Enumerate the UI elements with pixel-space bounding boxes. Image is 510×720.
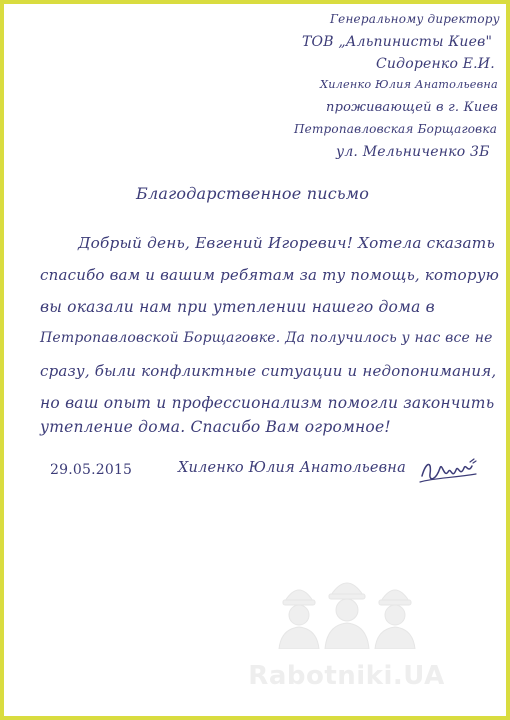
addressee-line-6: Петропавловская Борщаговка xyxy=(294,122,498,136)
body-line-4: Петропавловской Борщаговке. Да получилось у нас все не xyxy=(40,330,493,346)
addressee-line-1: Генеральному директору xyxy=(330,12,500,26)
watermark xyxy=(219,569,474,699)
handwritten-signature xyxy=(418,454,480,490)
signer-name: Хиленко Юлия Анатольевна xyxy=(178,460,406,476)
body-line-1: Добрый день, Евгений Игоревич! Хотела сказать xyxy=(78,234,495,252)
body-line-2: спасибо вам и вашим ребятам за ту помощь, которую xyxy=(40,266,500,284)
body-line-3: вы оказали нам при утеплении нашего дома в xyxy=(40,298,435,316)
letter-title: Благодарственное письмо xyxy=(136,184,370,203)
body-line-7: утепление дома. Спасибо Вам огромное! xyxy=(40,418,391,436)
workers-hard-hats-icon xyxy=(267,571,427,649)
addressee-line-4: Хиленко Юлия Анатольевна xyxy=(320,78,498,91)
addressee-line-7: ул. Мельниченко 3Б xyxy=(336,144,490,160)
addressee-line-2: ТОВ „Альпинисты Киев" xyxy=(302,34,493,50)
letter-date: 29.05.2015 xyxy=(50,462,133,478)
body-line-6: но ваш опыт и профессионализм помогли закончить xyxy=(40,394,495,412)
addressee-line-5: проживающей в г. Киев xyxy=(326,100,499,115)
addressee-line-3: Сидоренко Е.И. xyxy=(376,56,495,72)
body-line-5: сразу, были конфликтные ситуации и недопонимания, xyxy=(40,362,497,380)
watermark-text: Rabotniki.UA xyxy=(248,661,445,691)
